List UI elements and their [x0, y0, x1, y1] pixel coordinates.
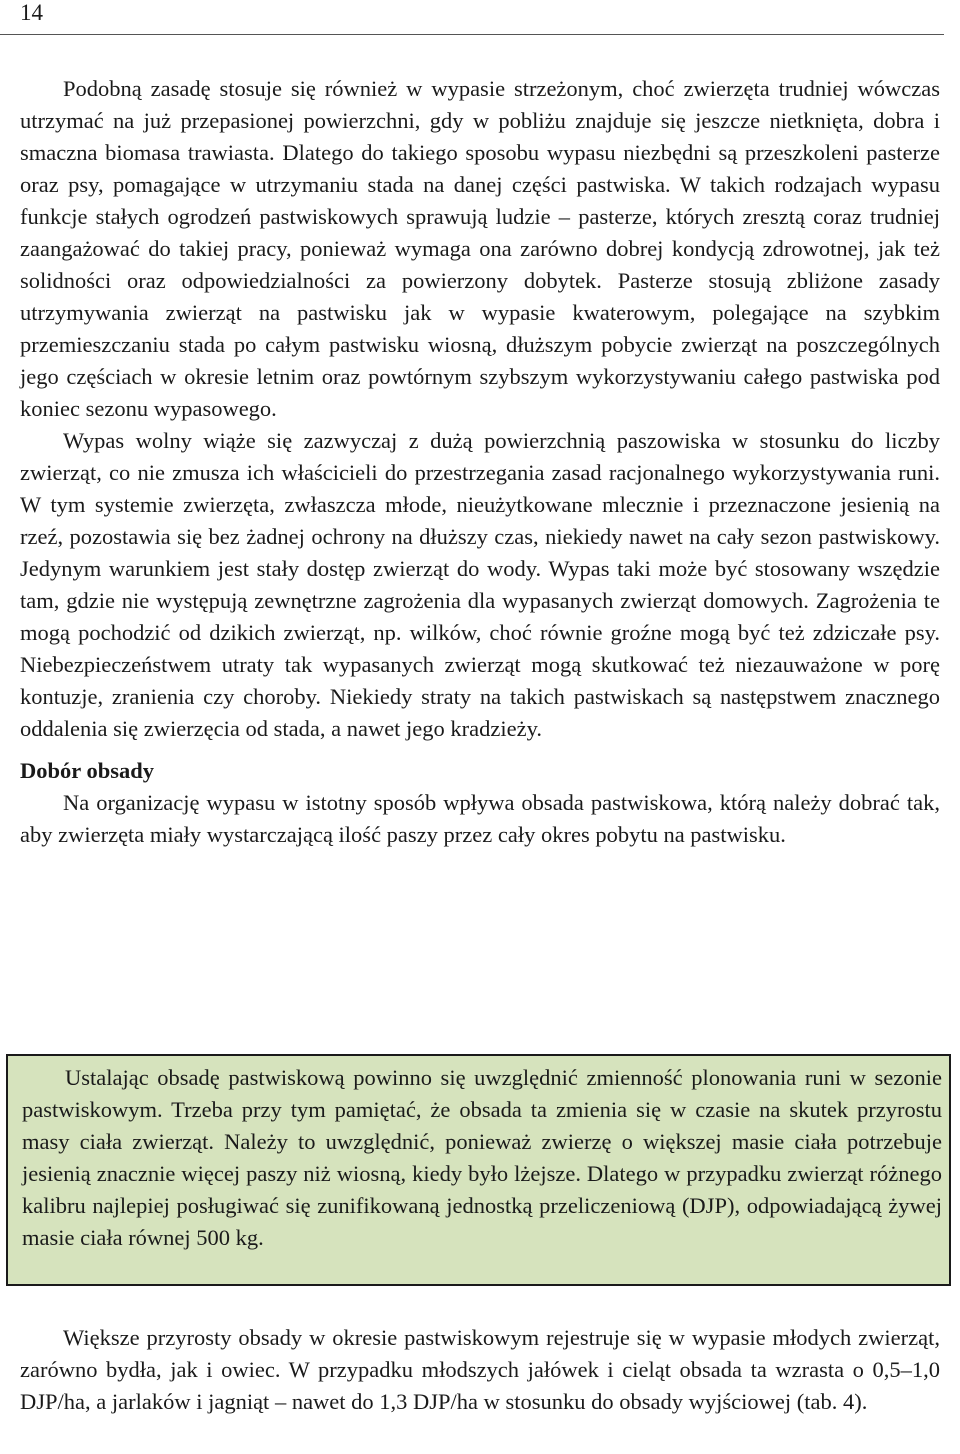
page-header [0, 0, 944, 35]
page-number: 14 [20, 0, 43, 25]
paragraph-obsada: Na organizację wypasu w istotny sposób wpływa obsada pastwiskowa, którą należy dobrać tak, aby zwierzęta miały wystarczającą ilość paszy przez cały okres pobytu na pastwisku. [20, 790, 940, 847]
paragraph-przyrosty: Większe przyrosty obsady w okresie pastwiskowym rejestruje się w wypasie młodych zwierząt, zarówno bydła, jak i owiec. W przypadku młodszych jałówek i cieląt obsada ta wzrasta o 0,5–1,0 DJP/ha, a jarlaków i jagniąt – nawet do 1,3 DJP/ha w stosunku do obsady wyjściowej (tab. 4). [20, 1325, 940, 1414]
main-text [20, 73, 940, 851]
highlight-box-text: Ustalając obsadę pastwiskową powinno się uwzględnić zmienność plonowania runi w sezonie pastwiskowym. Trzeba przy tym pamiętać, że obsada ta zmienia się w czasie na skutek przyrostu masy ciała zwierząt. Należy to uwzględnić, ponieważ zwierzę o większej masie ciała potrzebuje jesienią znacznie więcej paszy niż wiosną, kiedy było lżejsze. Dlatego w przypadku zwierząt różnego kalibru najlepiej posługiwać się zunifikowaną jednostką przeliczeniową (DJP), odpowiadającą żywej masie ciała równej 500 kg. [22, 1065, 942, 1250]
section-heading: Dobór obsady [20, 758, 155, 783]
paragraph-strzezony: Podobną zasadę stosuje się również w wypasie strzeżonym, choć zwierzęta trudniej wówczas utrzymać na już przepasionej powierzchni, gdy w pobliżu znajduje się jeszcze nietknięta, dobra i smaczna biomasa trawiasta. Dlatego do takiego sposobu wypasu niezbędni są przeszkoleni pasterze oraz psy, pomagające w utrzymaniu stada na danej części pastwiska. W takich rodzajach wypasu funkcje stałych ogrodzeń pastwiskowych sprawują ludzie – pasterze, których zresztą coraz trudniej zaangażować do takiej pracy, ponieważ wymaga ona zarówno dobrej kondycją zdrowotnej, jak też solidności oraz odpowiedzialności za powierzony dobytek. Pasterze stosują zbliżone zasady utrzymywania zwierząt na pastwisku jak w wypasie kwaterowym, polegające na szybkim przemieszczaniu stada po całym pastwisku wiosną, dłuższym pobycie zwierząt na poszczególnych jego częściach w okresie letnim oraz powtórnym szybszym wykorzystywaniu całego pastwiska pod koniec sezonu wypasowego. [20, 76, 940, 421]
highlight-box [6, 1054, 951, 1286]
paragraph-wypas-wolny: Wypas wolny wiąże się zazwyczaj z dużą powierzchnią paszowiska w stosunku do liczby zwierząt, co nie zmusza ich właścicieli do przestrzegania zasad racjonalnego wykorzystywania runi. W tym systemie zwierzęta, zwłaszcza młode, nieużytkowane mlecznie i przeznaczone jesienią na rzeź, pozostawia się bez żadnej ochrony na dłuższy czas, niekiedy nawet na cały sezon pastwiskowy. Jedynym warunkiem jest stały dostęp zwierząt do wody. Wypas taki może być stosowany wszędzie tam, gdzie nie występują zewnętrzne zagrożenia dla wypasanych zwierząt domowych. Zagrożenia te mogą pochodzić od dzikich zwierząt, np. wilków, choć równie groźne mogą być też zdziczałe psy. Niebezpieczeństwem utraty tak wypasanych zwierząt mogą skutkować też niezauważone w porę kontuzje, zranienia czy choroby. Niekiedy straty na takich pastwiskach są następstwem znacznego oddalenia się zwierzęcia od stada, a nawet jego kradzieży. [20, 428, 940, 741]
